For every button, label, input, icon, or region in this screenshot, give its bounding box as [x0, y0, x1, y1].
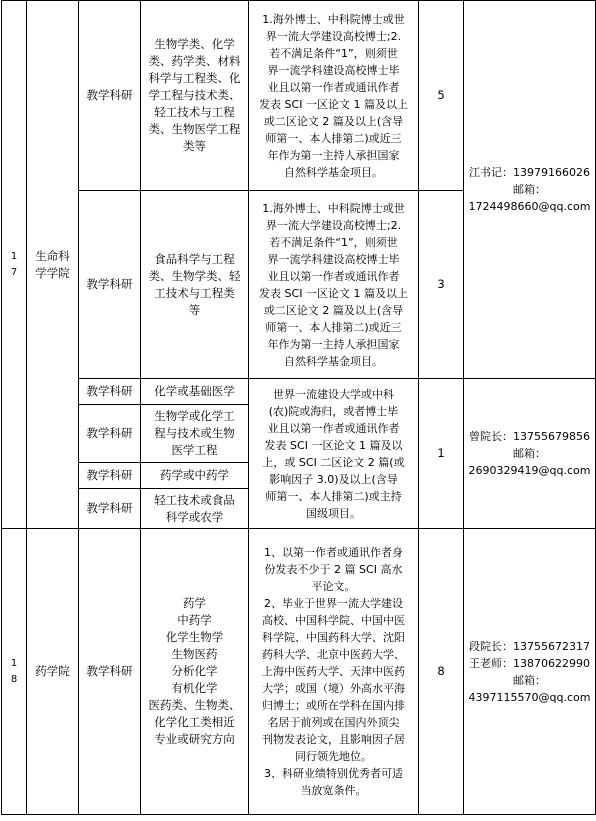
table-row: [2, 1, 596, 191]
contact-cell: 曾院长：13755679856 邮箱： 2690329419@qq.com: [464, 379, 596, 529]
headcount: 3: [419, 191, 464, 379]
major-cell: 生物学或化学工 程与技术或生物 医学工程: [141, 405, 249, 463]
recruitment-table: [1, 0, 596, 815]
major-cell: 生物学类、化学 类、药学类、材料 科学与工程类、化 学工程与技术类、 轻工技术与工程 类、生物医学工程 类等: [141, 1, 249, 191]
headcount: 8: [419, 529, 464, 815]
major-cell: 化学或基础医学: [141, 379, 249, 405]
position-type: 教学科研: [79, 463, 141, 489]
contact-cell: 段院长：13755672317 王老师：13870622990 邮箱：4397115570@qq.com: [464, 529, 596, 815]
major-cell: 药学 中药学 化学生物学 生物医药 分析化学 有机化学 医药类、生物类、 化学化工类相近 专业或研究方向: [141, 529, 249, 815]
requirements-cell: 世界一流建设大学或中科 (农)院或海归，或者博士毕 业且以第一作者或通讯作者 发表 SCI 一区论文 1 篇及以 上，或 SCI 二区论文 2 篇(或 影响因子 3.0)及以上(含导 师第一、本人排第二)或主持 国级项目。: [249, 379, 419, 529]
major-cell: 食品科学与工程 类、生物学类、轻 工技术与工程类 等: [141, 191, 249, 379]
college-name: 药学院: [27, 529, 79, 815]
table-row: [2, 529, 596, 815]
table-row: [2, 379, 596, 405]
position-type: 教学科研: [79, 489, 141, 529]
position-type: 教学科研: [79, 529, 141, 815]
requirements-cell: 1.海外博士、中科院博士或世 界一流大学建设高校博士;2. 若不满足条件“1”，则须世 界一流学科建设高校博士毕 业且以第一作者或通讯作者 发表 SCI 一区论文 1 篇及以上 或二区论文 2 篇及以上(含导 师第一、本人排第二)或近三 年作为第一主持人承担国家 自然科学基金项目。: [249, 191, 419, 379]
headcount: 5: [419, 1, 464, 191]
major-cell: 药学或中药学: [141, 463, 249, 489]
requirements-cell: 1.海外博士、中科院博士或世 界一流大学建设高校博士;2. 若不满足条件“1”，则须世 界一流学科建设高校博士毕 业且以第一作者或通讯作者 发表 SCI 一区论文 1 篇及以上 或二区论文 2 篇及以上(含导 师第一、本人排第二)或近三 年作为第一主持人承担国家 自然科学基金项目。: [249, 1, 419, 191]
headcount: 1: [419, 379, 464, 529]
position-type: 教学科研: [79, 191, 141, 379]
position-type: 教学科研: [79, 405, 141, 463]
contact-cell: 江书记：13979166026 邮箱：1724498660@qq.com: [464, 1, 596, 379]
major-cell: 轻工技术或食品 科学或农学: [141, 489, 249, 529]
row-index: 1 7: [2, 1, 27, 529]
row-index: 1 8: [2, 529, 27, 815]
position-type: 教学科研: [79, 1, 141, 191]
requirements-cell: 1、以第一作者或通讯作者身 份发表不少于 2 篇 SCI 高水 平论文。 2、毕业于世界一流大学建设 高校、中国科学院、中国中医 科学院、中国药科大学、沈阳 药科大学、北京中医药大学、 上海中医药大学、天津中医药 大学；或国（境）外高水平海 归博士；或所在学科在国内排 名居于前列或在国内外顶尖 刊物发表论文，且影响因子居 同行领先地位。 3、科研业绩特别优秀者可适 当放宽条件。: [249, 529, 419, 815]
college-name: 生命科 学学院: [27, 1, 79, 529]
position-type: 教学科研: [79, 379, 141, 405]
